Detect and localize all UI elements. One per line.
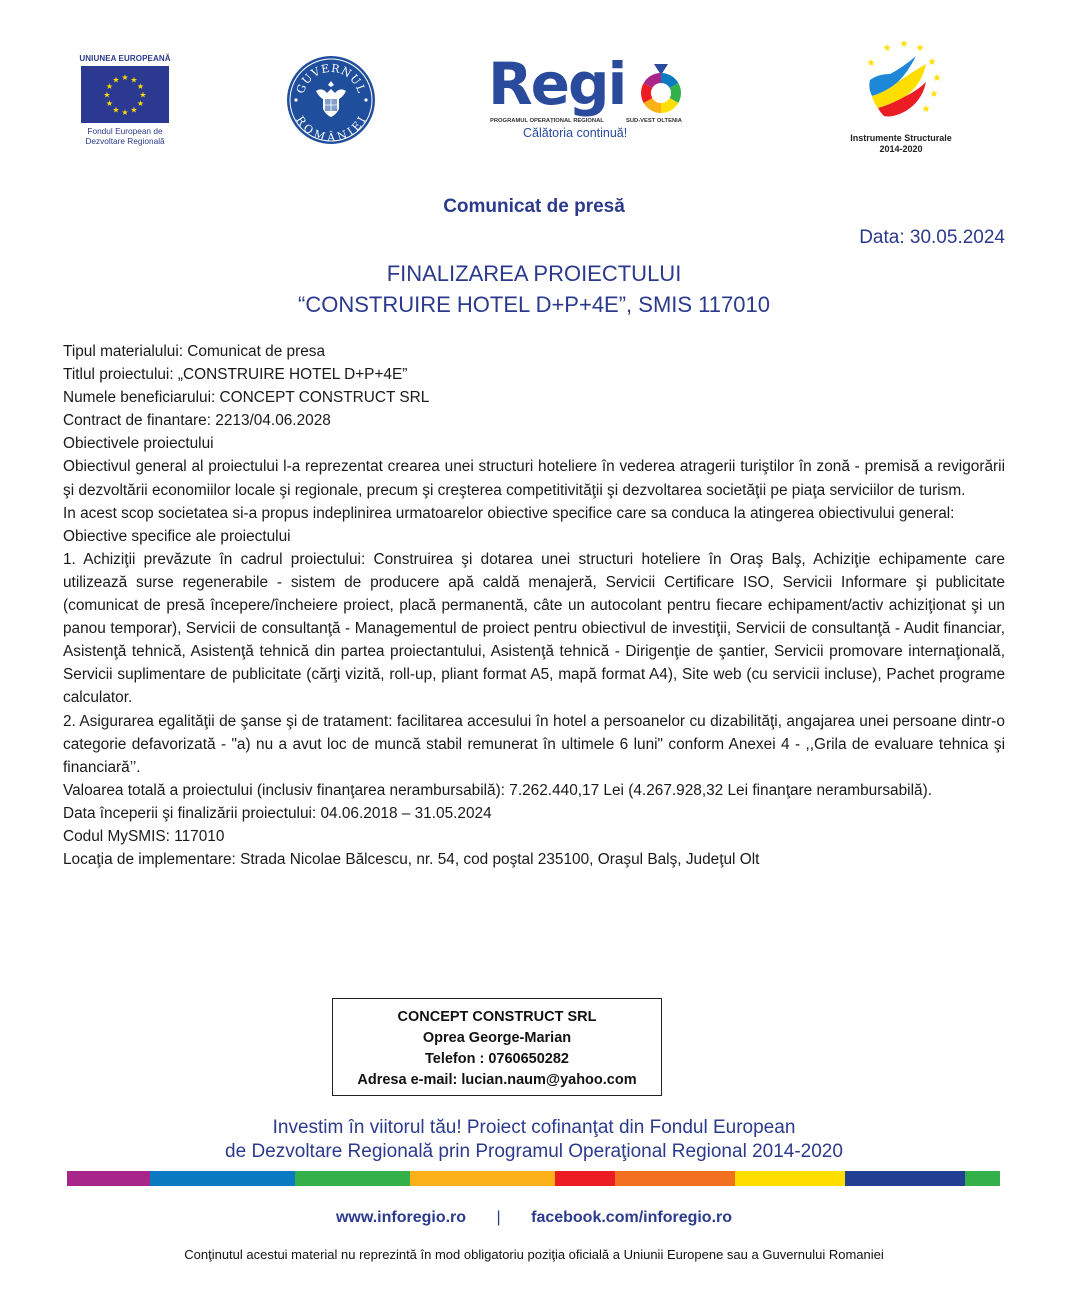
project-title: Titlul proiectului: „CONSTRUIRE HOTEL D+P+4E” [63,366,408,384]
link-separator: | [496,1209,501,1226]
title-line-1: FINALIZAREA PROIECTULUI [386,261,682,286]
specific-objectives-heading: Obiective specifice ale proiectului [63,527,291,545]
svg-text:★: ★ [899,39,909,50]
regio-subtitle-right: SUD-VEST OLTENIA [626,118,682,124]
eu-logo-top-text: UNIUNEA EUROPEANĂ [79,54,171,63]
svg-text:ROMÂNIEI: ROMÂNIEI [293,113,369,145]
contact-person: Oprea George-Marian [422,1030,572,1046]
beneficiary-name: Numele beneficiarului: CONCEPT CONSTRUCT SRL [63,389,430,407]
structural-instruments-icon [856,38,946,128]
svg-text:GUVERNUL: GUVERNUL [293,61,369,96]
footer-links [0,1209,1068,1227]
cofinancing-statement [0,1116,1068,1164]
regio-subtitle-left: PROGRAMUL OPERAȚIONAL REGIONAL [490,118,604,124]
color-bar-segment [735,1171,845,1186]
svg-text:★: ★ [927,57,937,68]
regio-color-bar [67,1171,1000,1186]
document-title [0,258,1068,320]
total-project-value: Valoarea totală a proiectului (inclusiv finanţarea nerambursabilă): 7.262.440,17 Lei (4.267.928,32 Lei finanţare nerambursabilă). [63,781,932,799]
cofinancing-line-1: Investim în viitorul tău! Proiect cofinanţat din Fondul European [272,1117,796,1138]
svg-text:★: ★ [112,75,120,85]
color-bar-segment [965,1171,1000,1186]
eu-logo [78,54,172,146]
svg-text:★: ★ [121,73,129,82]
mysmis-code: Codul MySMIS: 117010 [63,827,225,845]
svg-text:★: ★ [121,108,129,117]
color-bar-segment [295,1171,410,1186]
specific-objective-1: 1. Achiziţii prevăzute în cadrul proiectului: Construirea şi dotarea unei structuri hoteliere în Oraş Balş, Achiziţie echipamente care utilizează surse regenerabile - sistem de producere apă caldă menajeră, Servicii Certificare ISO, Servicii Informare şi publicitate (comunicat de presă începere/încheiere proiect, placă permanentă, câte un autocolant pentru fiecare echipament/activ achiziţionat şi un panou temporar), Servicii de consultanţă - Managementul de proiect pentru obiectivul de investiţii, Servicii de consultanţă - Audit financiar, Asistenţă tehnică, Asistenţă tehnică din partea proiectantului, Asistenţă tehnică - Dirigenţie de şantier, Servicii promovare internaţională, Servicii suplimentare de publicitate (cărţi vizită, roll-up, pliant format A5, mapă format A4), Site web (cu servicii incluse), Pachet programe calculator. [63,550,1005,707]
cofinancing-line-2: de Dezvoltare Regională prin Programul Operaţional Regional 2014-2020 [225,1141,843,1162]
svg-text:★: ★ [139,90,147,100]
svg-text:★: ★ [136,82,145,91]
document-body [63,340,1005,871]
color-bar-segment [410,1171,555,1186]
svg-text:★: ★ [921,104,931,115]
specific-objective-2: 2. Asigurarea egalităţii de şanse şi de tratament: facilitarea accesului în hotel a persoanelor cu dizabilităţi, angajarea unei persoane dintr-o categorie defavorizată - "a) nu a avut loc de muncă stabil remunerat în ultimele 6 luni" conform Anexei 4 - ,,Grila de evaluare tehnica şi financiară’’. [63,712,1005,776]
svg-text:★: ★ [112,105,120,115]
structural-instruments-line2: 2014-2020 [879,144,923,154]
eu-logo-bottom-line2: Dezvoltare Regională [85,136,165,146]
svg-text:★: ★ [915,43,925,54]
government-seal-icon [286,55,376,145]
svg-text:★: ★ [929,89,939,100]
project-dates: Data începerii şi finalizării proiectului: 04.06.2018 – 31.05.2024 [63,804,492,822]
svg-text:★: ★ [130,75,138,85]
structural-instruments-logo [826,38,976,158]
general-objective-paragraph: Obiectivul general al proiectului l-a reprezentat crearea unei structuri hoteliere în vederea atragerii turiştilor în zonă - premisă a revigorării şi dezvoltării economiilor locale şi regionale, precum şi creşterea competitivităţii şi dezvoltarea societăţii pe piaţa serviciilor de turism. [63,458,1005,499]
color-bar-segment [67,1171,150,1186]
color-bar-segment [555,1171,615,1186]
facebook-link[interactable]: facebook.com/inforegio.ro [531,1209,733,1226]
website-link[interactable]: www.inforegio.ro [335,1209,467,1226]
contact-phone: Telefon : 0760650282 [424,1051,569,1067]
eu-logo-bottom-line1: Fondul European de [87,126,163,136]
color-bar-segment [615,1171,735,1186]
regio-color-wheel-icon [636,63,686,113]
contact-company: CONCEPT CONSTRUCT SRL [397,1009,597,1025]
svg-text:★: ★ [105,99,114,108]
title-line-2: “CONSTRUIRE HOTEL D+P+4E”, SMIS 117010 [298,292,770,317]
government-seal-logo [286,55,376,145]
svg-text:★: ★ [105,82,114,91]
svg-text:★: ★ [103,90,111,100]
material-type: Tipul materialului: Comunicat de presa [63,343,326,360]
objectives-heading: Obiectivele proiectului [63,435,214,453]
regio-wordmark: Regi [488,50,626,118]
contact-box [332,998,662,1096]
disclaimer-text: Conţinutul acestui material nu reprezintă în mod obligatoriu poziţia oficială a Uniunii Europene sau a Guvernului Romaniei [184,1247,884,1262]
release-date: Data: 30.05.2024 [859,227,1005,248]
svg-text:★: ★ [932,73,942,84]
implementation-location: Locaţia de implementare: Strada Nicolae Bălcescu, nr. 54, cod poştal 235100, Oraşul Balş, Judeţul Olt [63,851,760,869]
financing-contract: Contract de finantare: 2213/04.06.2028 [63,412,331,430]
svg-text:★: ★ [130,105,138,115]
structural-instruments-line1: Instrumente Structurale [850,133,952,143]
eu-flag-icon [81,66,169,123]
svg-text:★: ★ [882,43,892,54]
color-bar-segment [150,1171,295,1186]
color-bar-segment [845,1171,965,1186]
regio-tagline: Călătoria continuă! [523,126,628,140]
regio-logo [488,50,698,145]
svg-text:★: ★ [866,58,876,69]
svg-text:★: ★ [136,99,145,108]
contact-email: Adresa e-mail: lucian.naum@yahoo.com [357,1072,637,1088]
scope-paragraph: In acest scop societatea si-a propus indeplinirea urmatoarelor obiective specifice care sa conduca la atingerea obiectivului general: [63,504,955,522]
press-release-heading: Comunicat de presă [443,196,625,217]
